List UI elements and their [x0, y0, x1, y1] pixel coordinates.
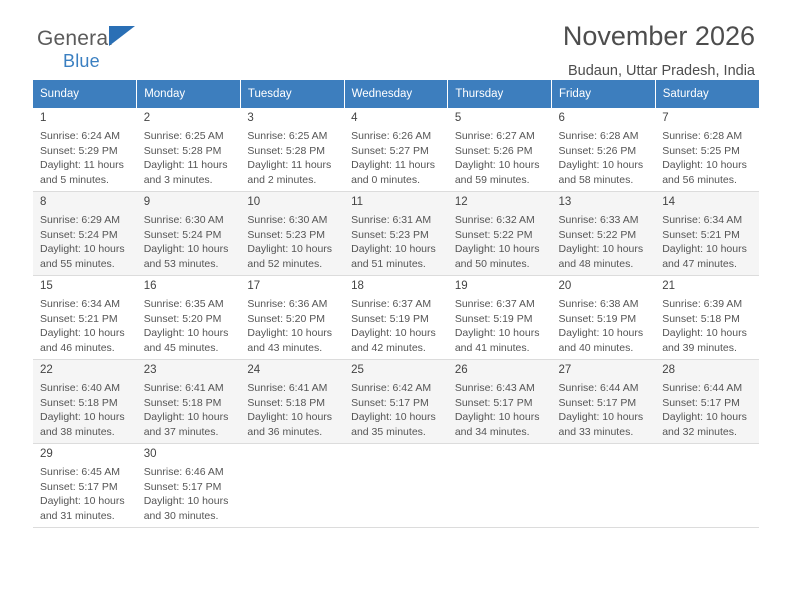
day-number: 14	[662, 196, 676, 208]
sunset-text: Sunset: 5:21 PM	[662, 228, 740, 241]
sunset-text: Sunset: 5:18 PM	[662, 312, 740, 325]
daylight-text-line1: Daylight: 11 hours	[40, 159, 124, 171]
day-number: 27	[558, 364, 572, 376]
daylight-text-line2: and 50 minutes.	[454, 257, 530, 270]
sunset-text: Sunset: 5:22 PM	[558, 228, 637, 241]
calendar-week-row	[33, 108, 759, 192]
day-cell[interactable]	[344, 360, 448, 444]
weekday-saturday: Saturday	[655, 80, 759, 108]
day-cell[interactable]	[137, 276, 241, 360]
daylight-text-line2: and 34 minutes.	[454, 425, 530, 438]
daylight-text-line1: Daylight: 10 hours	[662, 243, 747, 255]
day-cell[interactable]	[552, 108, 656, 192]
daylight-text-line2: and 41 minutes.	[454, 341, 530, 354]
sunrise-text: Sunrise: 6:37 AM	[351, 298, 432, 310]
daylight-text-line2: and 39 minutes.	[662, 341, 737, 354]
weekday-wednesday: Wednesday	[344, 80, 448, 108]
day-cell[interactable]	[240, 360, 344, 444]
daylight-text-line2: and 59 minutes.	[454, 173, 530, 186]
daylight-text-line1: Daylight: 10 hours	[143, 243, 229, 255]
sunrise-text: Sunrise: 6:36 AM	[247, 298, 328, 310]
daylight-text-line2: and 32 minutes.	[662, 425, 737, 438]
sunset-text: Sunset: 5:18 PM	[143, 396, 222, 409]
day-cell[interactable]	[33, 192, 137, 276]
sunset-text: Sunset: 5:26 PM	[454, 144, 533, 157]
sunset-text: Sunset: 5:28 PM	[143, 144, 222, 157]
brand-logo[interactable]	[37, 28, 113, 70]
day-number: 20	[558, 280, 572, 292]
day-cell[interactable]	[240, 276, 344, 360]
daylight-text-line1: Daylight: 10 hours	[247, 243, 333, 255]
day-cell[interactable]	[344, 276, 448, 360]
sunrise-text: Sunrise: 6:45 AM	[40, 466, 120, 478]
sunrise-text: Sunrise: 6:42 AM	[351, 382, 432, 394]
day-cell-empty	[448, 444, 552, 528]
day-cell[interactable]	[655, 108, 759, 192]
daylight-text-line1: Daylight: 10 hours	[351, 411, 436, 423]
sunset-text: Sunset: 5:17 PM	[558, 396, 637, 409]
sunset-text: Sunset: 5:20 PM	[143, 312, 222, 325]
daylight-text-line1: Daylight: 10 hours	[454, 159, 540, 171]
day-cell[interactable]	[33, 360, 137, 444]
day-number: 22	[40, 364, 53, 376]
sunrise-text: Sunrise: 6:39 AM	[662, 298, 743, 310]
day-cell[interactable]	[552, 276, 656, 360]
day-cell[interactable]	[448, 108, 552, 192]
daylight-text-line2: and 0 minutes.	[351, 173, 420, 186]
daylight-text-line2: and 47 minutes.	[662, 257, 737, 270]
daylight-text-line2: and 53 minutes.	[143, 257, 219, 270]
day-cell[interactable]	[33, 444, 137, 528]
day-number: 13	[558, 196, 572, 208]
weekday-monday: Monday	[137, 80, 241, 108]
day-cell-empty	[655, 444, 759, 528]
day-cell[interactable]	[655, 192, 759, 276]
weekday-friday: Friday	[552, 80, 656, 108]
day-number: 4	[351, 112, 358, 124]
daylight-text-line2: and 33 minutes.	[558, 425, 634, 438]
sunset-text: Sunset: 5:18 PM	[247, 396, 326, 409]
daylight-text-line2: and 46 minutes.	[40, 341, 115, 354]
day-cell-empty	[552, 444, 656, 528]
daylight-text-line2: and 35 minutes.	[351, 425, 426, 438]
daylight-text-line1: Daylight: 11 hours	[247, 159, 332, 171]
day-number: 24	[247, 364, 261, 376]
sunset-text: Sunset: 5:18 PM	[40, 396, 118, 409]
sunrise-text: Sunrise: 6:30 AM	[247, 214, 328, 226]
sunrise-text: Sunrise: 6:44 AM	[662, 382, 743, 394]
sunset-text: Sunset: 5:27 PM	[351, 144, 429, 157]
day-number: 12	[454, 196, 468, 208]
daylight-text-line2: and 58 minutes.	[558, 173, 634, 186]
daylight-text-line1: Daylight: 10 hours	[662, 411, 747, 423]
daylight-text-line1: Daylight: 11 hours	[143, 159, 228, 171]
daylight-text-line1: Daylight: 10 hours	[40, 327, 125, 339]
daylight-text-line2: and 38 minutes.	[40, 425, 115, 438]
day-number: 25	[351, 364, 364, 376]
daylight-text-line1: Daylight: 10 hours	[143, 411, 229, 423]
sunset-text: Sunset: 5:19 PM	[558, 312, 637, 325]
sunset-text: Sunset: 5:25 PM	[662, 144, 740, 157]
sunset-text: Sunset: 5:23 PM	[247, 228, 326, 241]
day-number: 21	[662, 280, 676, 292]
flag-icon	[109, 26, 135, 46]
day-cell[interactable]	[240, 192, 344, 276]
sunrise-text: Sunrise: 6:31 AM	[351, 214, 432, 226]
day-number: 17	[247, 280, 261, 292]
daylight-text-line2: and 56 minutes.	[662, 173, 737, 186]
daylight-text-line1: Daylight: 10 hours	[558, 243, 644, 255]
sunset-text: Sunset: 5:21 PM	[40, 312, 118, 325]
day-cell[interactable]	[448, 360, 552, 444]
day-cell-empty	[344, 444, 448, 528]
sunset-text: Sunset: 5:17 PM	[143, 480, 222, 493]
sunset-text: Sunset: 5:24 PM	[143, 228, 222, 241]
daylight-text-line2: and 36 minutes.	[247, 425, 323, 438]
page-title: November 2026	[562, 21, 755, 51]
daylight-text-line2: and 52 minutes.	[247, 257, 323, 270]
sunrise-text: Sunrise: 6:29 AM	[40, 214, 120, 226]
daylight-text-line2: and 45 minutes.	[143, 341, 219, 354]
day-cell[interactable]	[137, 108, 241, 192]
daylight-text-line1: Daylight: 10 hours	[143, 495, 229, 507]
sunset-text: Sunset: 5:24 PM	[40, 228, 118, 241]
day-number: 30	[143, 448, 157, 460]
daylight-text-line1: Daylight: 10 hours	[247, 327, 333, 339]
daylight-text-line1: Daylight: 10 hours	[143, 327, 229, 339]
weekday-tuesday: Tuesday	[240, 80, 344, 108]
sunrise-text: Sunrise: 6:44 AM	[558, 382, 639, 394]
sunrise-text: Sunrise: 6:30 AM	[143, 214, 224, 226]
daylight-text-line2: and 40 minutes.	[558, 341, 634, 354]
daylight-text-line1: Daylight: 10 hours	[454, 411, 540, 423]
daylight-text-line1: Daylight: 10 hours	[558, 411, 644, 423]
weekday-thursday: Thursday	[448, 80, 552, 108]
daylight-text-line2: and 55 minutes.	[40, 257, 115, 270]
day-cell-empty	[240, 444, 344, 528]
sunset-text: Sunset: 5:26 PM	[558, 144, 637, 157]
sunset-text: Sunset: 5:28 PM	[247, 144, 326, 157]
sunrise-text: Sunrise: 6:41 AM	[143, 382, 224, 394]
sunrise-text: Sunrise: 6:35 AM	[143, 298, 224, 310]
day-cell[interactable]	[240, 108, 344, 192]
daylight-text-line2: and 3 minutes.	[143, 173, 213, 186]
sunrise-text: Sunrise: 6:24 AM	[40, 130, 120, 142]
sunrise-text: Sunrise: 6:28 AM	[662, 130, 743, 142]
sunrise-text: Sunrise: 6:37 AM	[454, 298, 535, 310]
day-cell[interactable]	[33, 276, 137, 360]
daylight-text-line2: and 30 minutes.	[143, 509, 219, 522]
day-cell[interactable]	[344, 108, 448, 192]
daylight-text-line1: Daylight: 10 hours	[558, 327, 644, 339]
weekday-sunday: Sunday	[33, 80, 137, 108]
brand-name-secondary: Blue	[63, 51, 100, 71]
sunrise-text: Sunrise: 6:33 AM	[558, 214, 639, 226]
sunset-text: Sunset: 5:29 PM	[40, 144, 118, 157]
calendar-week-row	[33, 360, 759, 444]
sunrise-text: Sunrise: 6:46 AM	[143, 466, 224, 478]
day-number: 8	[40, 196, 47, 208]
day-number: 28	[662, 364, 676, 376]
calendar-week-row	[33, 276, 759, 360]
daylight-text-line2: and 31 minutes.	[40, 509, 115, 522]
daylight-text-line1: Daylight: 10 hours	[40, 495, 125, 507]
day-number: 15	[40, 280, 53, 292]
calendar-week-row	[33, 444, 759, 528]
day-number: 23	[143, 364, 157, 376]
sunrise-text: Sunrise: 6:25 AM	[143, 130, 224, 142]
sunrise-text: Sunrise: 6:41 AM	[247, 382, 328, 394]
daylight-text-line2: and 51 minutes.	[351, 257, 426, 270]
day-cell[interactable]	[344, 192, 448, 276]
sunrise-text: Sunrise: 6:26 AM	[351, 130, 432, 142]
daylight-text-line1: Daylight: 10 hours	[662, 159, 747, 171]
calendar-week-row	[33, 192, 759, 276]
daylight-text-line1: Daylight: 10 hours	[454, 327, 540, 339]
day-cell[interactable]	[552, 360, 656, 444]
day-cell[interactable]	[33, 108, 137, 192]
sunrise-text: Sunrise: 6:28 AM	[558, 130, 639, 142]
sunrise-text: Sunrise: 6:32 AM	[454, 214, 535, 226]
sunset-text: Sunset: 5:20 PM	[247, 312, 326, 325]
daylight-text-line1: Daylight: 10 hours	[351, 327, 436, 339]
day-number: 11	[351, 196, 364, 208]
day-number: 7	[662, 112, 669, 124]
sunset-text: Sunset: 5:17 PM	[454, 396, 533, 409]
day-number: 9	[143, 196, 151, 208]
day-cell[interactable]	[655, 276, 759, 360]
day-number: 10	[247, 196, 261, 208]
location-subtitle: Budaun, Uttar Pradesh, India	[567, 62, 755, 79]
sunset-text: Sunset: 5:22 PM	[454, 228, 533, 241]
sunrise-text: Sunrise: 6:38 AM	[558, 298, 639, 310]
sunset-text: Sunset: 5:17 PM	[351, 396, 429, 409]
sunrise-text: Sunrise: 6:25 AM	[247, 130, 328, 142]
day-cell[interactable]	[552, 192, 656, 276]
daylight-text-line1: Daylight: 10 hours	[558, 159, 644, 171]
daylight-text-line2: and 48 minutes.	[558, 257, 634, 270]
daylight-text-line1: Daylight: 10 hours	[247, 411, 333, 423]
day-number: 18	[351, 280, 364, 292]
day-number: 26	[454, 364, 468, 376]
daylight-text-line2: and 42 minutes.	[351, 341, 426, 354]
sunset-text: Sunset: 5:17 PM	[40, 480, 118, 493]
day-number: 3	[247, 112, 254, 124]
day-cell[interactable]	[448, 192, 552, 276]
sunrise-text: Sunrise: 6:27 AM	[454, 130, 535, 142]
sunset-text: Sunset: 5:23 PM	[351, 228, 429, 241]
sunrise-text: Sunrise: 6:40 AM	[40, 382, 120, 394]
daylight-text-line1: Daylight: 11 hours	[351, 159, 435, 171]
daylight-text-line2: and 2 minutes.	[247, 173, 317, 186]
day-number: 6	[558, 112, 565, 124]
day-cell[interactable]	[137, 444, 241, 528]
day-number: 2	[143, 112, 151, 124]
daylight-text-line1: Daylight: 10 hours	[454, 243, 540, 255]
day-cell[interactable]	[655, 360, 759, 444]
day-cell[interactable]	[137, 192, 241, 276]
title-block	[563, 22, 755, 79]
sunrise-text: Sunrise: 6:34 AM	[40, 298, 120, 310]
sunrise-text: Sunrise: 6:34 AM	[662, 214, 743, 226]
weekday-header-row	[33, 80, 759, 108]
day-cell[interactable]	[448, 276, 552, 360]
day-number: 16	[143, 280, 157, 292]
day-cell[interactable]	[137, 360, 241, 444]
daylight-text-line1: Daylight: 10 hours	[662, 327, 747, 339]
calendar-table	[33, 80, 759, 528]
day-number: 29	[40, 448, 53, 460]
brand-name-primary: General	[37, 27, 114, 50]
daylight-text-line2: and 43 minutes.	[247, 341, 323, 354]
daylight-text-line1: Daylight: 10 hours	[351, 243, 436, 255]
day-number: 5	[454, 112, 462, 124]
daylight-text-line2: and 37 minutes.	[143, 425, 219, 438]
day-number: 1	[40, 112, 47, 124]
sunrise-text: Sunrise: 6:43 AM	[454, 382, 535, 394]
page-header	[33, 0, 759, 79]
day-number: 19	[454, 280, 468, 292]
daylight-text-line1: Daylight: 10 hours	[40, 243, 125, 255]
sunset-text: Sunset: 5:17 PM	[662, 396, 740, 409]
daylight-text-line2: and 5 minutes.	[40, 173, 109, 186]
sunset-text: Sunset: 5:19 PM	[351, 312, 429, 325]
daylight-text-line1: Daylight: 10 hours	[40, 411, 125, 423]
sunset-text: Sunset: 5:19 PM	[454, 312, 533, 325]
